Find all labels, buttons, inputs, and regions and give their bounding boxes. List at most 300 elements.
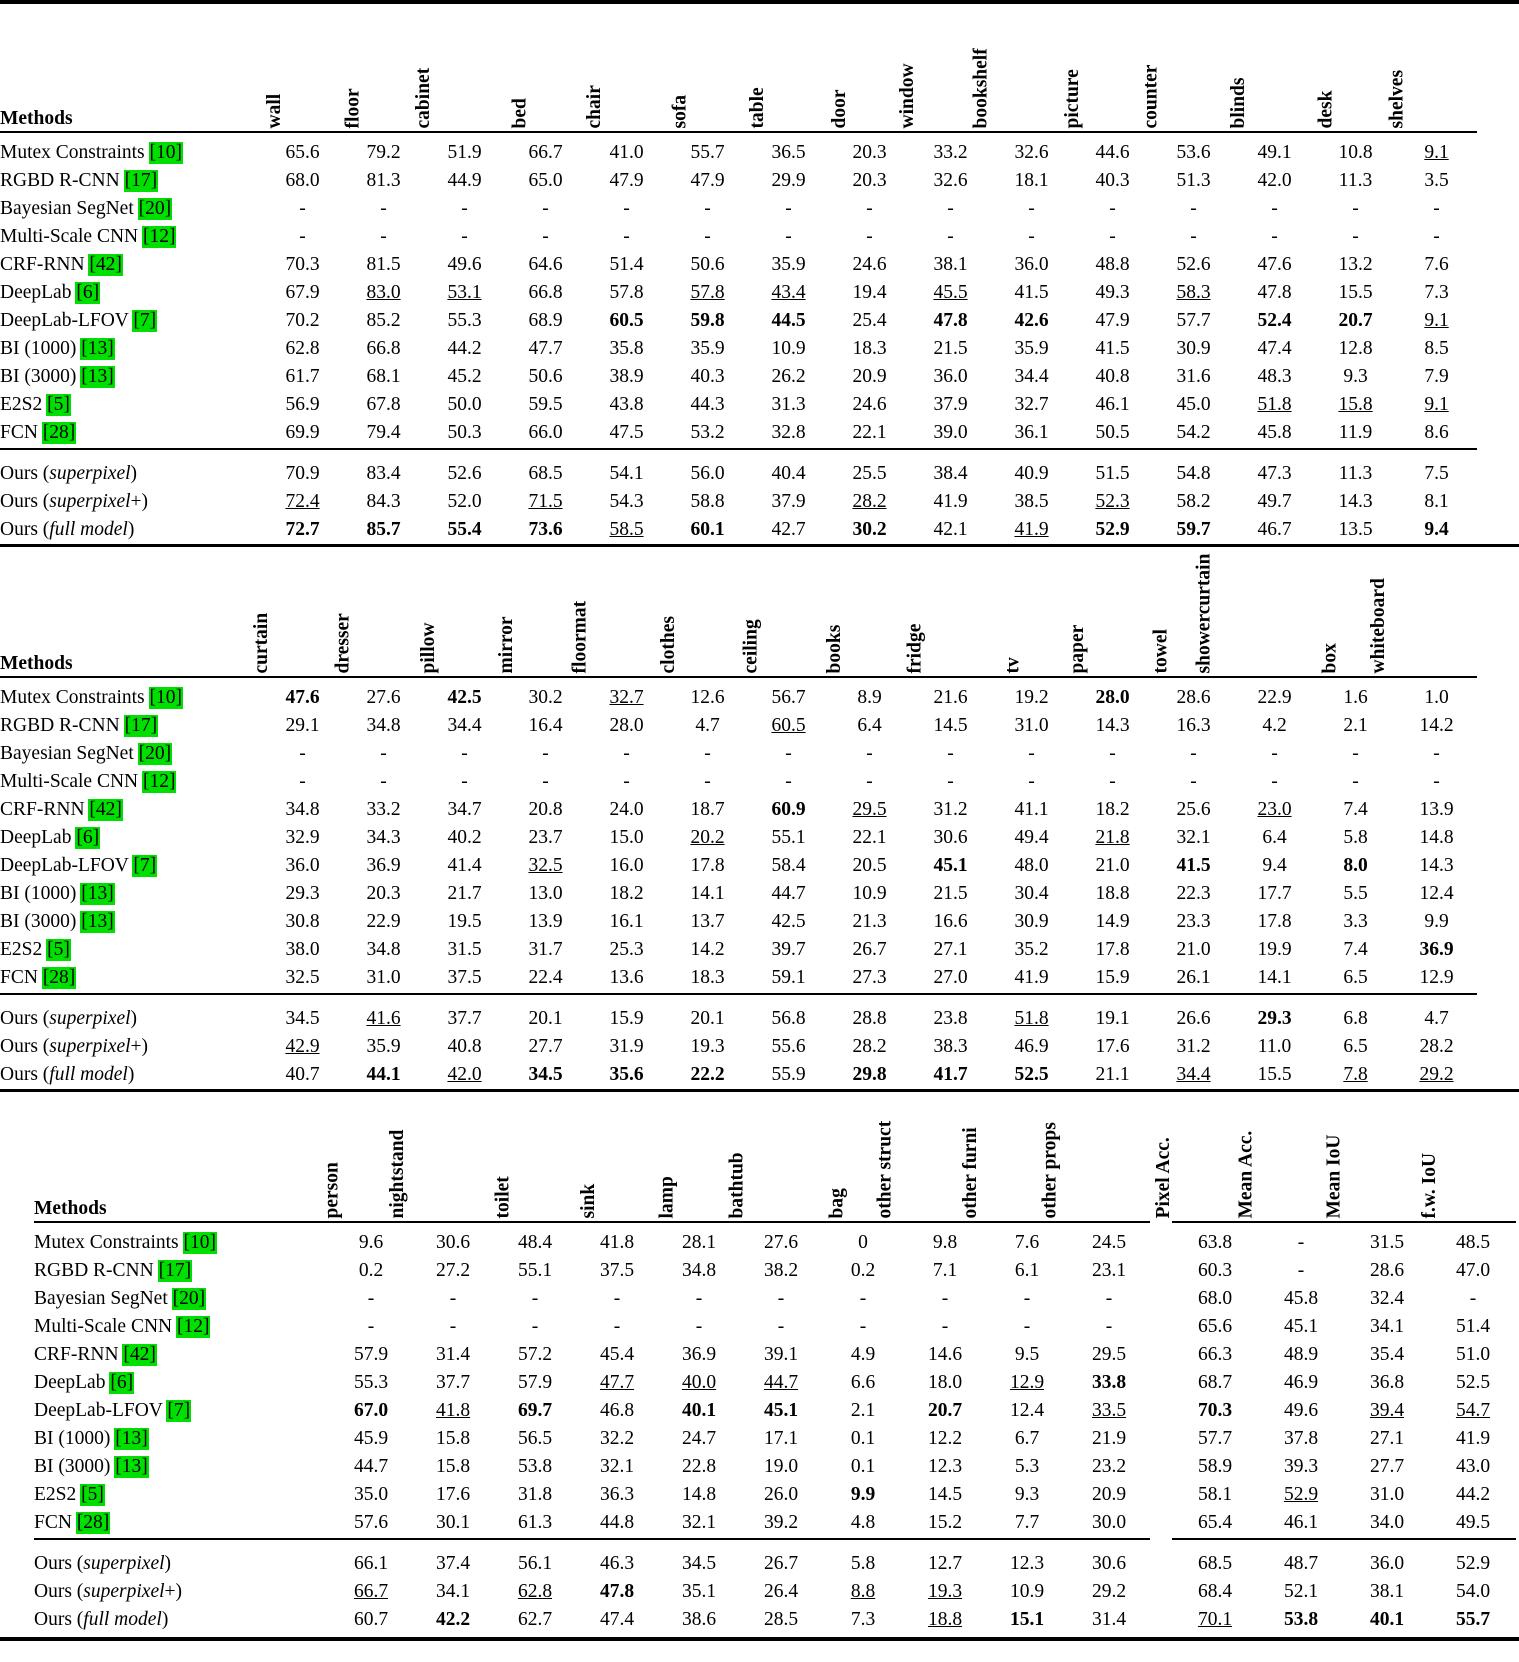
data-cell: 59.5 bbox=[528, 394, 563, 415]
column-header-other-props bbox=[1039, 1102, 1150, 1220]
citation-reference[interactable]: [12] bbox=[142, 771, 176, 792]
column-header-label: shelves bbox=[1385, 69, 1407, 128]
data-cell: 21.0 bbox=[1176, 939, 1211, 960]
data-cell: 21.1 bbox=[1095, 1064, 1130, 1085]
method-name-cell bbox=[0, 223, 262, 251]
citation-reference[interactable]: [10] bbox=[149, 687, 182, 708]
performance-table-3 bbox=[34, 1102, 1516, 1634]
data-cell: 30.1 bbox=[435, 1512, 471, 1533]
data-cell: 12.3 bbox=[1009, 1553, 1045, 1574]
method-name-cell bbox=[0, 167, 262, 195]
data-cell: 2.1 bbox=[850, 1400, 876, 1421]
data-cell: - bbox=[1109, 226, 1116, 247]
data-cell: 25.3 bbox=[609, 939, 644, 960]
column-header-label: dresser bbox=[331, 612, 353, 673]
data-cell: 47.4 bbox=[599, 1609, 635, 1630]
data-cell: - bbox=[623, 198, 630, 219]
data-cell: - bbox=[1352, 771, 1359, 792]
data-cell: 79.2 bbox=[366, 142, 401, 163]
data-cell: 40.8 bbox=[447, 1036, 482, 1057]
data-cell: 8.9 bbox=[857, 687, 882, 708]
metric-cell: 34.0 bbox=[1369, 1512, 1405, 1533]
data-cell: 66.7 bbox=[528, 142, 563, 163]
data-cell: 7.6 bbox=[1424, 254, 1449, 275]
data-cell: 41.1 bbox=[1014, 799, 1049, 820]
data-cell: 43.8 bbox=[609, 394, 644, 415]
column-header-bookshelf bbox=[969, 12, 1072, 130]
data-cell: 28.0 bbox=[609, 715, 644, 736]
column-header-label: paper bbox=[1066, 624, 1088, 673]
data-cell: 8.6 bbox=[1424, 422, 1449, 443]
citation-reference[interactable]: [6] bbox=[76, 282, 100, 303]
data-cell: 36.0 bbox=[933, 366, 968, 387]
column-header-label: sofa bbox=[669, 94, 691, 128]
data-cell: 55.7 bbox=[690, 142, 725, 163]
column-group-gap bbox=[1150, 1509, 1172, 1537]
data-cell: 13.7 bbox=[690, 911, 725, 932]
table-row bbox=[0, 936, 1477, 964]
table-row bbox=[0, 824, 1477, 852]
data-cell: 44.1 bbox=[366, 1064, 401, 1085]
data-cell: 38.1 bbox=[933, 254, 968, 275]
citation-reference[interactable]: [10] bbox=[149, 142, 182, 163]
row-spacer bbox=[0, 449, 1477, 460]
data-cell: 13.2 bbox=[1338, 254, 1373, 275]
table-section-2 bbox=[0, 547, 1519, 1089]
table-row bbox=[0, 167, 1477, 195]
data-cell: - bbox=[947, 771, 954, 792]
column-header-paper bbox=[1066, 557, 1153, 675]
metric-cell: 65.4 bbox=[1197, 1512, 1233, 1533]
data-cell: 44.3 bbox=[690, 394, 725, 415]
column-header-label: clothes bbox=[657, 615, 679, 673]
data-cell: 47.6 bbox=[285, 687, 320, 708]
citation-reference[interactable]: [7] bbox=[167, 1400, 191, 1421]
data-cell: 67.9 bbox=[285, 282, 320, 303]
method-name-cell bbox=[34, 1229, 330, 1257]
data-cell: - bbox=[623, 226, 630, 247]
data-cell: 2.1 bbox=[1343, 715, 1368, 736]
data-cell: - bbox=[1190, 226, 1197, 247]
metric-cell: 32.4 bbox=[1369, 1288, 1405, 1309]
data-cell: 41.8 bbox=[435, 1400, 471, 1421]
data-cell: 50.6 bbox=[528, 366, 563, 387]
data-cell: 58.3 bbox=[1176, 282, 1211, 303]
data-cell: 35.9 bbox=[771, 254, 806, 275]
data-cell: 12.4 bbox=[1009, 1400, 1045, 1421]
data-cell: - bbox=[947, 743, 954, 764]
data-cell: 25.5 bbox=[852, 463, 887, 484]
data-cell: - bbox=[531, 1288, 539, 1309]
data-cell: 9.8 bbox=[932, 1232, 958, 1253]
metric-cell: 46.1 bbox=[1283, 1512, 1319, 1533]
method-name-cell bbox=[0, 824, 262, 852]
method-label: RGBD R-CNN bbox=[0, 715, 125, 736]
column-header-label: bookshelf bbox=[969, 47, 991, 128]
citation-reference[interactable]: [42] bbox=[89, 799, 122, 820]
method-name-cell bbox=[0, 936, 262, 964]
data-cell: 62.8 bbox=[517, 1581, 553, 1602]
metric-cell: 48.9 bbox=[1283, 1344, 1319, 1365]
methods-column-header: Methods bbox=[0, 653, 73, 674]
metric-cell: 44.2 bbox=[1455, 1484, 1491, 1505]
data-cell: 51.4 bbox=[609, 254, 644, 275]
data-cell: 17.7 bbox=[1257, 883, 1292, 904]
table-row bbox=[34, 1509, 1516, 1537]
data-cell: 47.9 bbox=[609, 170, 644, 191]
citation-reference[interactable]: [42] bbox=[123, 1344, 156, 1365]
column-header-label: lamp bbox=[656, 1175, 678, 1218]
citation-reference[interactable]: [20] bbox=[172, 1288, 206, 1309]
column-header-label: picture bbox=[1061, 68, 1083, 128]
data-cell: 29.2 bbox=[1091, 1581, 1127, 1602]
method-label: Bayesian SegNet bbox=[0, 743, 139, 764]
method-variant-label: superpixel bbox=[83, 1553, 165, 1574]
data-cell: 16.0 bbox=[609, 855, 644, 876]
data-cell: 8.5 bbox=[1424, 338, 1449, 359]
method-label-tail: +) bbox=[130, 1036, 149, 1057]
data-cell: 31.4 bbox=[435, 1344, 471, 1365]
citation-reference[interactable]: [12] bbox=[142, 226, 176, 247]
data-cell: 34.3 bbox=[366, 827, 401, 848]
citation-reference[interactable]: [28] bbox=[42, 422, 76, 443]
data-cell: - bbox=[380, 226, 387, 247]
data-cell: 17.6 bbox=[1095, 1036, 1130, 1057]
data-cell: 19.5 bbox=[447, 911, 482, 932]
column-header-label: bathtub bbox=[726, 1151, 748, 1218]
data-cell: - bbox=[785, 771, 792, 792]
column-header-label: other props bbox=[1039, 1121, 1061, 1218]
data-cell: 68.9 bbox=[528, 310, 563, 331]
citation-reference[interactable]: [5] bbox=[81, 1484, 104, 1505]
method-name-cell bbox=[34, 1606, 330, 1634]
method-label-tail: ) bbox=[127, 519, 135, 540]
column-header-label: desk bbox=[1315, 90, 1337, 128]
data-cell: - bbox=[947, 198, 954, 219]
data-cell: 70.3 bbox=[285, 254, 320, 275]
data-cell: 57.8 bbox=[609, 282, 644, 303]
column-header-mean-iou bbox=[1323, 1102, 1430, 1220]
data-cell: 10.9 bbox=[771, 338, 806, 359]
metric-cell: 31.0 bbox=[1369, 1484, 1405, 1505]
metric-cell: 51.0 bbox=[1455, 1344, 1491, 1365]
data-cell: 32.1 bbox=[681, 1512, 717, 1533]
data-cell: 53.1 bbox=[447, 282, 482, 303]
data-cell: 0 bbox=[858, 1232, 868, 1253]
data-cell: 52.4 bbox=[1257, 310, 1292, 331]
data-cell: 60.5 bbox=[771, 715, 806, 736]
data-cell: 47.4 bbox=[1257, 338, 1292, 359]
data-cell: 55.6 bbox=[771, 1036, 806, 1057]
data-cell: 56.8 bbox=[771, 1008, 806, 1029]
data-cell: 9.4 bbox=[1424, 519, 1449, 540]
metric-cell: 52.5 bbox=[1455, 1372, 1491, 1393]
data-cell: - bbox=[1028, 743, 1035, 764]
data-cell: 5.8 bbox=[1343, 827, 1368, 848]
column-group-gap bbox=[1150, 1285, 1172, 1313]
data-cell: 9.6 bbox=[358, 1232, 384, 1253]
column-header-label: box bbox=[1318, 642, 1340, 673]
data-cell: 83.4 bbox=[366, 463, 401, 484]
citation-reference[interactable]: [5] bbox=[47, 394, 70, 415]
table-row bbox=[34, 1313, 1516, 1341]
data-cell: 40.9 bbox=[1014, 463, 1049, 484]
data-cell: 35.2 bbox=[1014, 939, 1049, 960]
method-variant-label: superpixel bbox=[49, 1008, 131, 1029]
citation-reference[interactable]: [13] bbox=[81, 911, 114, 932]
data-cell: 83.0 bbox=[366, 282, 401, 303]
data-cell: 12.7 bbox=[927, 1553, 963, 1574]
method-label: DeepLab bbox=[0, 827, 77, 848]
data-cell: 22.2 bbox=[690, 1064, 725, 1085]
data-cell: - bbox=[380, 771, 387, 792]
data-cell: 20.7 bbox=[1338, 310, 1373, 331]
data-cell: 68.5 bbox=[528, 463, 563, 484]
method-label: DeepLab bbox=[0, 282, 77, 303]
data-cell: 53.2 bbox=[690, 422, 725, 443]
data-cell: 55.3 bbox=[353, 1372, 389, 1393]
citation-reference[interactable]: [6] bbox=[110, 1372, 134, 1393]
metric-cell: - bbox=[1469, 1288, 1477, 1309]
data-cell: 30.2 bbox=[528, 687, 563, 708]
data-cell: 22.3 bbox=[1176, 883, 1211, 904]
data-cell: 84.3 bbox=[366, 491, 401, 512]
data-cell: - bbox=[866, 771, 873, 792]
method-name-cell bbox=[0, 1033, 262, 1061]
data-cell: 28.5 bbox=[763, 1609, 799, 1630]
data-cell: 66.8 bbox=[366, 338, 401, 359]
data-cell: 24.0 bbox=[609, 799, 644, 820]
data-cell: 9.5 bbox=[1014, 1344, 1040, 1365]
data-cell: 65.0 bbox=[528, 170, 563, 191]
citation-reference[interactable]: [13] bbox=[81, 883, 114, 904]
data-cell: 11.3 bbox=[1338, 170, 1373, 191]
table-row bbox=[34, 1341, 1516, 1369]
data-cell: 30.6 bbox=[933, 827, 968, 848]
metric-cell: 57.7 bbox=[1197, 1428, 1233, 1449]
column-group-gap bbox=[1150, 1606, 1172, 1634]
data-cell: 21.3 bbox=[852, 911, 887, 932]
metric-cell: 68.0 bbox=[1197, 1288, 1233, 1309]
data-cell: 48.8 bbox=[1095, 254, 1130, 275]
citation-reference[interactable]: [10] bbox=[183, 1232, 216, 1253]
citation-reference[interactable]: [17] bbox=[158, 1260, 192, 1281]
data-cell: 46.3 bbox=[599, 1553, 635, 1574]
data-cell: - bbox=[785, 226, 792, 247]
data-cell: - bbox=[623, 771, 630, 792]
table-section-3 bbox=[0, 1092, 1519, 1634]
data-cell: 29.8 bbox=[852, 1064, 887, 1085]
data-cell: 24.7 bbox=[681, 1428, 717, 1449]
column-header-books bbox=[823, 557, 910, 675]
data-cell: 17.8 bbox=[1257, 911, 1292, 932]
metric-cell: 54.0 bbox=[1455, 1581, 1491, 1602]
citation-reference[interactable]: [13] bbox=[81, 338, 114, 359]
data-cell: 49.3 bbox=[1095, 282, 1130, 303]
data-cell: 20.1 bbox=[690, 1008, 725, 1029]
data-cell: - bbox=[859, 1288, 867, 1309]
data-cell: 14.5 bbox=[927, 1484, 963, 1505]
data-cell: 27.3 bbox=[852, 967, 887, 988]
data-cell: - bbox=[299, 771, 306, 792]
column-header-whiteboard bbox=[1367, 557, 1477, 675]
citation-reference[interactable]: [5] bbox=[47, 939, 70, 960]
metric-cell: 68.4 bbox=[1197, 1581, 1233, 1602]
data-cell: 55.9 bbox=[771, 1064, 806, 1085]
citation-reference[interactable]: [42] bbox=[89, 254, 122, 275]
data-cell: 5.5 bbox=[1343, 883, 1368, 904]
method-name-cell bbox=[0, 712, 262, 740]
data-cell: 28.6 bbox=[1176, 687, 1211, 708]
method-variant-label: superpixel bbox=[49, 491, 131, 512]
citation-reference[interactable]: [13] bbox=[81, 366, 114, 387]
citation-reference[interactable]: [7] bbox=[133, 310, 157, 331]
column-header-label: other furni bbox=[959, 1126, 981, 1218]
metric-cell: 35.4 bbox=[1369, 1344, 1405, 1365]
method-name-cell bbox=[0, 195, 262, 223]
data-cell: 23.0 bbox=[1257, 799, 1292, 820]
performance-table-1 bbox=[0, 12, 1477, 544]
method-label: BI (1000) bbox=[0, 338, 82, 359]
data-cell: 18.1 bbox=[1014, 170, 1049, 191]
data-cell: 7.8 bbox=[1343, 1064, 1368, 1085]
data-cell: 34.1 bbox=[435, 1581, 471, 1602]
table-header-row bbox=[0, 12, 1477, 130]
data-cell: 47.7 bbox=[599, 1372, 635, 1393]
data-cell: 43.4 bbox=[771, 282, 806, 303]
method-label-tail: ) bbox=[164, 1553, 172, 1574]
data-cell: 72.7 bbox=[285, 519, 320, 540]
data-cell: 34.4 bbox=[1014, 366, 1049, 387]
column-header-label: Mean Acc. bbox=[1235, 1130, 1257, 1218]
data-cell: 52.3 bbox=[1095, 491, 1130, 512]
citation-reference[interactable]: [13] bbox=[115, 1456, 148, 1477]
data-cell: 14.1 bbox=[1257, 967, 1292, 988]
citation-reference[interactable]: [13] bbox=[115, 1428, 148, 1449]
data-cell: 15.8 bbox=[1338, 394, 1373, 415]
citation-reference[interactable]: [17] bbox=[124, 170, 158, 191]
metric-cell: 27.7 bbox=[1369, 1456, 1405, 1477]
column-group-gap bbox=[1150, 1229, 1172, 1257]
method-label: DeepLab-LFOV bbox=[0, 855, 134, 876]
column-header-table bbox=[748, 12, 829, 130]
data-cell: 58.2 bbox=[1176, 491, 1211, 512]
citation-reference[interactable]: [12] bbox=[176, 1316, 210, 1337]
table-row bbox=[0, 335, 1477, 363]
data-cell: 58.5 bbox=[609, 519, 644, 540]
table-row-ours bbox=[0, 516, 1477, 544]
data-cell: 47.9 bbox=[1095, 310, 1130, 331]
citation-reference[interactable]: [6] bbox=[76, 827, 100, 848]
method-label: Multi-Scale CNN bbox=[0, 226, 143, 247]
data-cell: 41.5 bbox=[1095, 338, 1130, 359]
data-cell: 12.2 bbox=[927, 1428, 963, 1449]
data-cell: 57.8 bbox=[690, 282, 725, 303]
data-cell: 41.6 bbox=[366, 1008, 401, 1029]
column-header-label: ceiling bbox=[739, 618, 761, 673]
data-cell: 54.2 bbox=[1176, 422, 1211, 443]
column-header-floor bbox=[343, 12, 424, 130]
citation-reference[interactable]: [28] bbox=[76, 1512, 110, 1533]
method-label: FCN bbox=[0, 967, 43, 988]
data-cell: - bbox=[777, 1316, 785, 1337]
metric-cell: 36.0 bbox=[1369, 1553, 1405, 1574]
data-cell: 38.3 bbox=[933, 1036, 968, 1057]
data-cell: 17.8 bbox=[690, 855, 725, 876]
data-cell: 20.3 bbox=[852, 170, 887, 191]
data-cell: 9.1 bbox=[1424, 310, 1449, 331]
data-cell: 20.8 bbox=[528, 799, 563, 820]
table-row bbox=[0, 279, 1477, 307]
data-cell: 21.0 bbox=[1095, 855, 1130, 876]
data-cell: 41.0 bbox=[609, 142, 644, 163]
method-label: E2S2 bbox=[0, 939, 48, 960]
table-row bbox=[0, 768, 1477, 796]
method-label: Ours ( bbox=[0, 463, 50, 484]
data-cell: 60.9 bbox=[771, 799, 806, 820]
citation-reference[interactable]: [20] bbox=[138, 198, 172, 219]
citation-reference[interactable]: [7] bbox=[133, 855, 157, 876]
data-cell: 50.0 bbox=[447, 394, 482, 415]
citation-reference[interactable]: [28] bbox=[42, 967, 76, 988]
method-name-cell bbox=[0, 852, 262, 880]
data-cell: - bbox=[449, 1316, 457, 1337]
data-cell: 57.6 bbox=[353, 1512, 389, 1533]
data-cell: 28.8 bbox=[852, 1008, 887, 1029]
data-cell: 45.0 bbox=[1176, 394, 1211, 415]
data-cell: 8.8 bbox=[850, 1581, 876, 1602]
data-cell: 20.2 bbox=[690, 827, 725, 848]
method-name-cell bbox=[0, 279, 262, 307]
column-header-label: tv bbox=[1001, 656, 1023, 673]
data-cell: 28.2 bbox=[852, 1036, 887, 1057]
column-header-label: sink bbox=[578, 1183, 600, 1218]
data-cell: 56.9 bbox=[285, 394, 320, 415]
data-cell: 14.3 bbox=[1095, 715, 1130, 736]
data-cell: 0.2 bbox=[850, 1260, 876, 1281]
data-cell: 21.8 bbox=[1095, 827, 1130, 848]
data-cell: 12.4 bbox=[1419, 883, 1454, 904]
data-cell: 48.0 bbox=[1014, 855, 1049, 876]
table-row bbox=[34, 1369, 1516, 1397]
table-row bbox=[0, 740, 1477, 768]
data-cell: - bbox=[367, 1288, 375, 1309]
data-cell: 19.4 bbox=[852, 282, 887, 303]
column-header-label: table bbox=[746, 86, 768, 128]
data-cell: 22.1 bbox=[852, 827, 887, 848]
metric-cell: 54.7 bbox=[1455, 1400, 1491, 1421]
data-cell: - bbox=[1352, 743, 1359, 764]
citation-reference[interactable]: [20] bbox=[138, 743, 172, 764]
data-cell: 10.8 bbox=[1338, 142, 1373, 163]
data-cell: 28.0 bbox=[1095, 687, 1130, 708]
data-cell: 54.3 bbox=[609, 491, 644, 512]
method-name-cell bbox=[34, 1369, 330, 1397]
data-cell: - bbox=[623, 743, 630, 764]
data-cell: 26.2 bbox=[771, 366, 806, 387]
data-cell: 31.5 bbox=[447, 939, 482, 960]
table-row bbox=[34, 1453, 1516, 1481]
data-cell: 15.2 bbox=[927, 1512, 963, 1533]
data-cell: 19.9 bbox=[1257, 939, 1292, 960]
citation-reference[interactable]: [17] bbox=[124, 715, 158, 736]
method-name-cell bbox=[34, 1509, 330, 1537]
performance-table-2 bbox=[0, 553, 1477, 1089]
data-cell: 15.8 bbox=[435, 1456, 471, 1477]
data-cell: 21.6 bbox=[933, 687, 968, 708]
data-cell: 29.9 bbox=[771, 170, 806, 191]
data-cell: 62.8 bbox=[285, 338, 320, 359]
